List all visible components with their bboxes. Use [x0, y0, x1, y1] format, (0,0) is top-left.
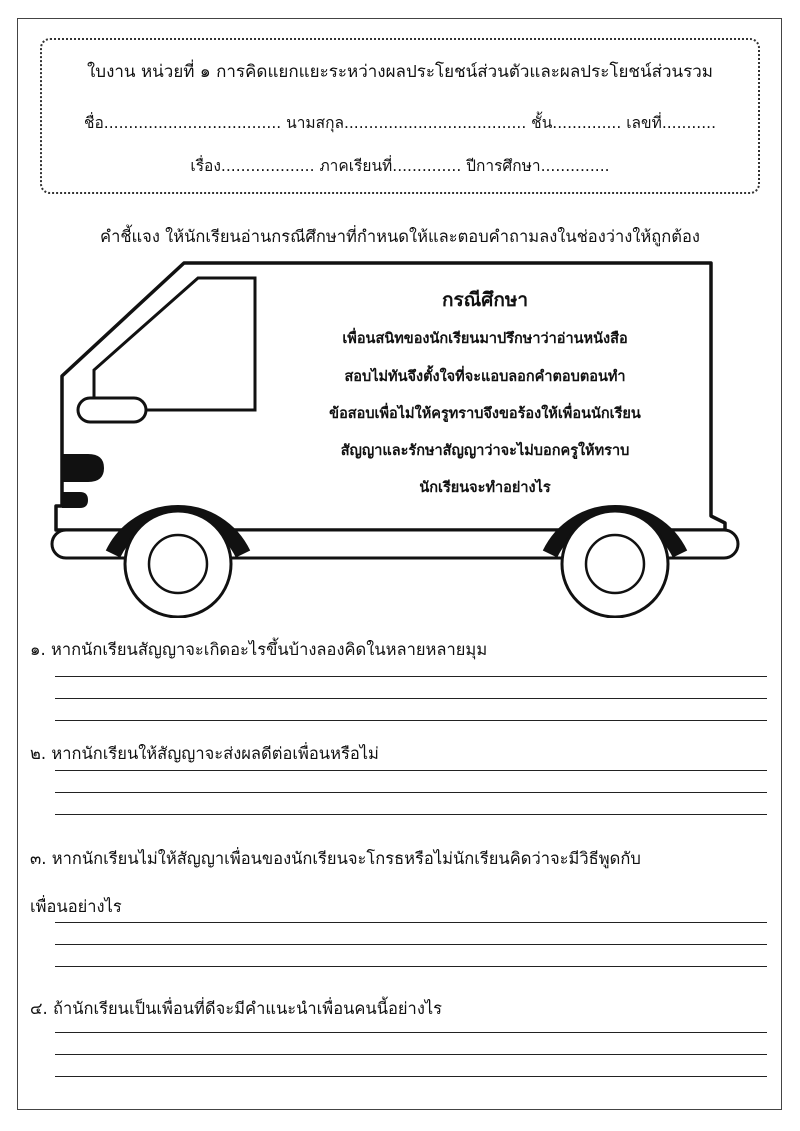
case-study-line: ข้อสอบเพื่อไม่ให้ครูทราบจึงขอร้องให้เพื่อนนักเรียน [329, 406, 641, 422]
answer-line[interactable] [55, 720, 767, 721]
worksheet-header-box [40, 38, 760, 194]
case-study-line: นักเรียนจะทำอย่างไร [419, 480, 551, 496]
answer-line[interactable] [55, 1032, 767, 1033]
case-study-line: เพื่อนสนิทของนักเรียนมาปรึกษาว่าอ่านหนังสือ [342, 331, 628, 347]
answer-line[interactable] [55, 1076, 767, 1077]
topic-info-line: เรื่อง................... ภาคเรียนที่.............. ปีการศึกษา.............. [190, 157, 610, 175]
answer-line[interactable] [55, 1054, 767, 1055]
question-3: ๓. หากนักเรียนไม่ให้สัญญาเพื่อนของนักเรียนจะโกรธหรือไม่นักเรียนคิดว่าจะมีวิธีพูดกับ [30, 849, 641, 868]
answer-line[interactable] [55, 966, 767, 967]
student-info-line: ชื่อ.................................... นามสกุล..................................... ชั้น.............. เลขที่........... [83, 114, 717, 132]
van-headlight [62, 454, 104, 482]
question-2: ๒. หากนักเรียนให้สัญญาจะส่งผลดีต่อเพื่อนหรือไม่ [30, 744, 379, 763]
worksheet-title: ใบงาน หน่วยที่ ๑ การคิดแยกแยะระหว่างผลประโยชน์ส่วนตัวและผลประโยชน์ส่วนรวม [86, 62, 714, 82]
answer-line[interactable] [55, 922, 767, 923]
instruction-text: คำชี้แจง ให้นักเรียนอ่านกรณีศึกษาที่กำหนดให้และตอบคำถามลงในช่องว่างให้ถูกต้อง [100, 227, 700, 246]
answer-line[interactable] [55, 676, 767, 677]
question-3-continued: เพื่อนอย่างไร [30, 897, 122, 916]
answer-line[interactable] [55, 698, 767, 699]
van-mirror [78, 398, 146, 422]
question-1: ๑. หากนักเรียนสัญญาจะเกิดอะไรขึ้นบ้างลองคิดในหลายหลายมุม [30, 640, 488, 659]
answer-line[interactable] [55, 792, 767, 793]
case-study-line: สัญญาและรักษาสัญญาว่าจะไม่บอกครูให้ทราบ [340, 443, 630, 459]
answer-line[interactable] [55, 770, 767, 771]
question-4: ๔. ถ้านักเรียนเป็นเพื่อนที่ดีจะมีคำแนะนำเพื่อนคนนี้อย่างไร [30, 999, 443, 1018]
case-study-title: กรณีศึกษา [441, 289, 529, 311]
van-foglight [62, 492, 88, 508]
answer-line[interactable] [55, 814, 767, 815]
answer-line[interactable] [55, 944, 767, 945]
case-study-line: สอบไม่ทันจึงตั้งใจที่จะแอบลอกคำตอบตอนทำ [344, 369, 626, 385]
